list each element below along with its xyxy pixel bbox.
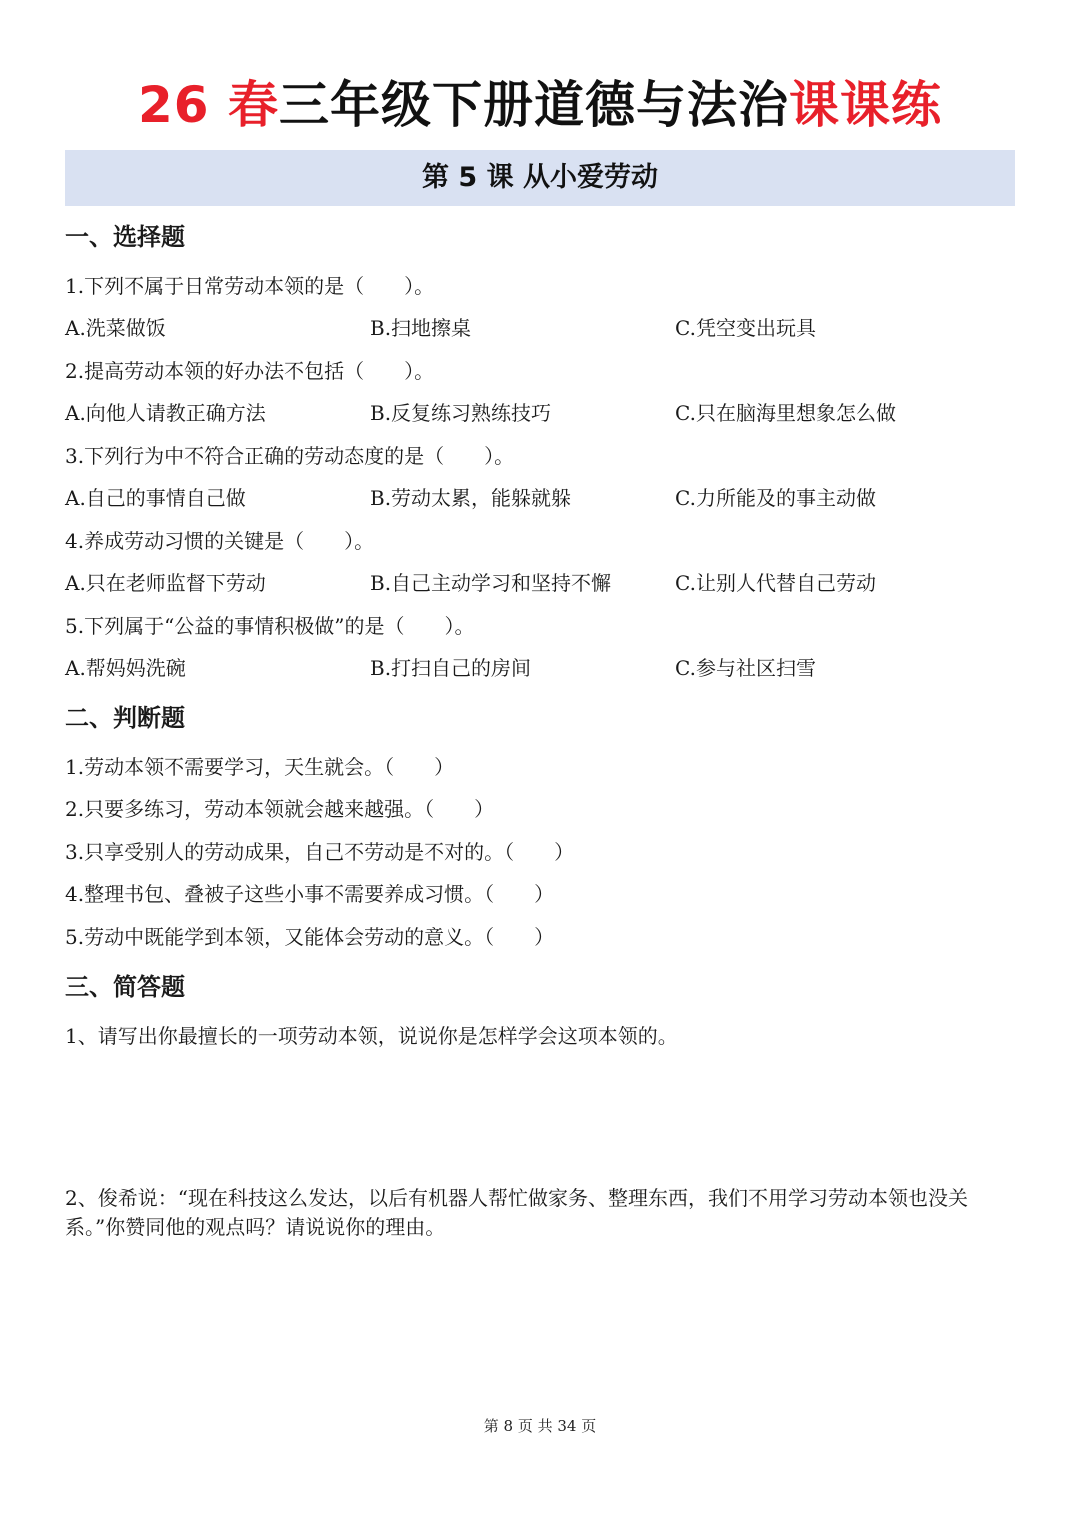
page-footer: 第 8 页 共 34 页 bbox=[483, 1417, 597, 1435]
choice-question-4: 4.养成劳动习惯的关键是（ ）。 bbox=[65, 529, 375, 553]
choice-question-2: 2.提高劳动本领的好办法不包括（ ）。 bbox=[65, 359, 435, 383]
choice-question-5: 5.下列属于“公益的事情积极做”的是（ ）。 bbox=[65, 614, 475, 638]
section-heading-judge: 二、判断题 bbox=[65, 703, 185, 732]
judge-item-5: 5.劳动中既能学到本领，又能体会劳动的意义。（ ） bbox=[65, 925, 555, 949]
choice-option-5b: B.打扫自己的房间 bbox=[370, 656, 532, 680]
choice-option-2b: B.反复练习熟练技巧 bbox=[370, 401, 552, 425]
judge-item-1: 1.劳动本领不需要学习，天生就会。（ ） bbox=[65, 755, 455, 779]
title-subject: 三年级下册道德与法治 bbox=[279, 76, 789, 134]
section-heading-choice: 一、选择题 bbox=[65, 222, 185, 251]
choice-question-3: 3.下列行为中不符合正确的劳动态度的是（ ）。 bbox=[65, 444, 515, 468]
lesson-title-bar: 第 5 课 从小爱劳动 bbox=[65, 150, 1015, 206]
choice-option-4b: B.自己主动学习和坚持不懈 bbox=[370, 571, 612, 595]
short-question-2: 2、俊希说：“现在科技这么发达，以后有机器人帮忙做家务、整理东西，我们不用学习劳动本领也没关系。”你赞同他的观点吗？请说说你的理由。 bbox=[65, 1186, 968, 1239]
page-title bbox=[0, 70, 1080, 140]
choice-option-2a: A.向他人请教正确方法 bbox=[65, 401, 266, 425]
choice-option-1a: A.洗菜做饭 bbox=[65, 316, 166, 340]
title-year: 26 春 bbox=[138, 76, 279, 134]
choice-question-1: 1.下列不属于日常劳动本领的是（ ）。 bbox=[65, 274, 435, 298]
choice-option-4c: C.让别人代替自己劳动 bbox=[675, 571, 876, 595]
choice-option-5a: A.帮妈妈洗碗 bbox=[65, 656, 186, 680]
choice-option-3a: A.自己的事情自己做 bbox=[65, 486, 246, 510]
short-question-1: 1、请写出你最擅长的一项劳动本领，说说你是怎样学会这项本领的。 bbox=[65, 1024, 678, 1048]
judge-item-3: 3.只享受别人的劳动成果，自己不劳动是不对的。（ ） bbox=[65, 840, 575, 864]
title-series: 课课练 bbox=[789, 76, 942, 134]
judge-item-2: 2.只要多练习，劳动本领就会越来越强。（ ） bbox=[65, 797, 495, 821]
choice-option-5c: C.参与社区扫雪 bbox=[675, 656, 816, 680]
choice-option-1c: C.凭空变出玩具 bbox=[675, 316, 816, 340]
section-heading-short: 三、简答题 bbox=[65, 972, 185, 1001]
choice-option-4a: A.只在老师监督下劳动 bbox=[65, 571, 266, 595]
choice-option-1b: B.扫地擦桌 bbox=[370, 316, 472, 340]
judge-item-4: 4.整理书包、叠被子这些小事不需要养成习惯。（ ） bbox=[65, 882, 555, 906]
choice-option-3c: C.力所能及的事主动做 bbox=[675, 486, 876, 510]
choice-option-2c: C.只在脑海里想象怎么做 bbox=[675, 401, 896, 425]
choice-option-3b: B.劳动太累，能躲就躲 bbox=[370, 486, 572, 510]
